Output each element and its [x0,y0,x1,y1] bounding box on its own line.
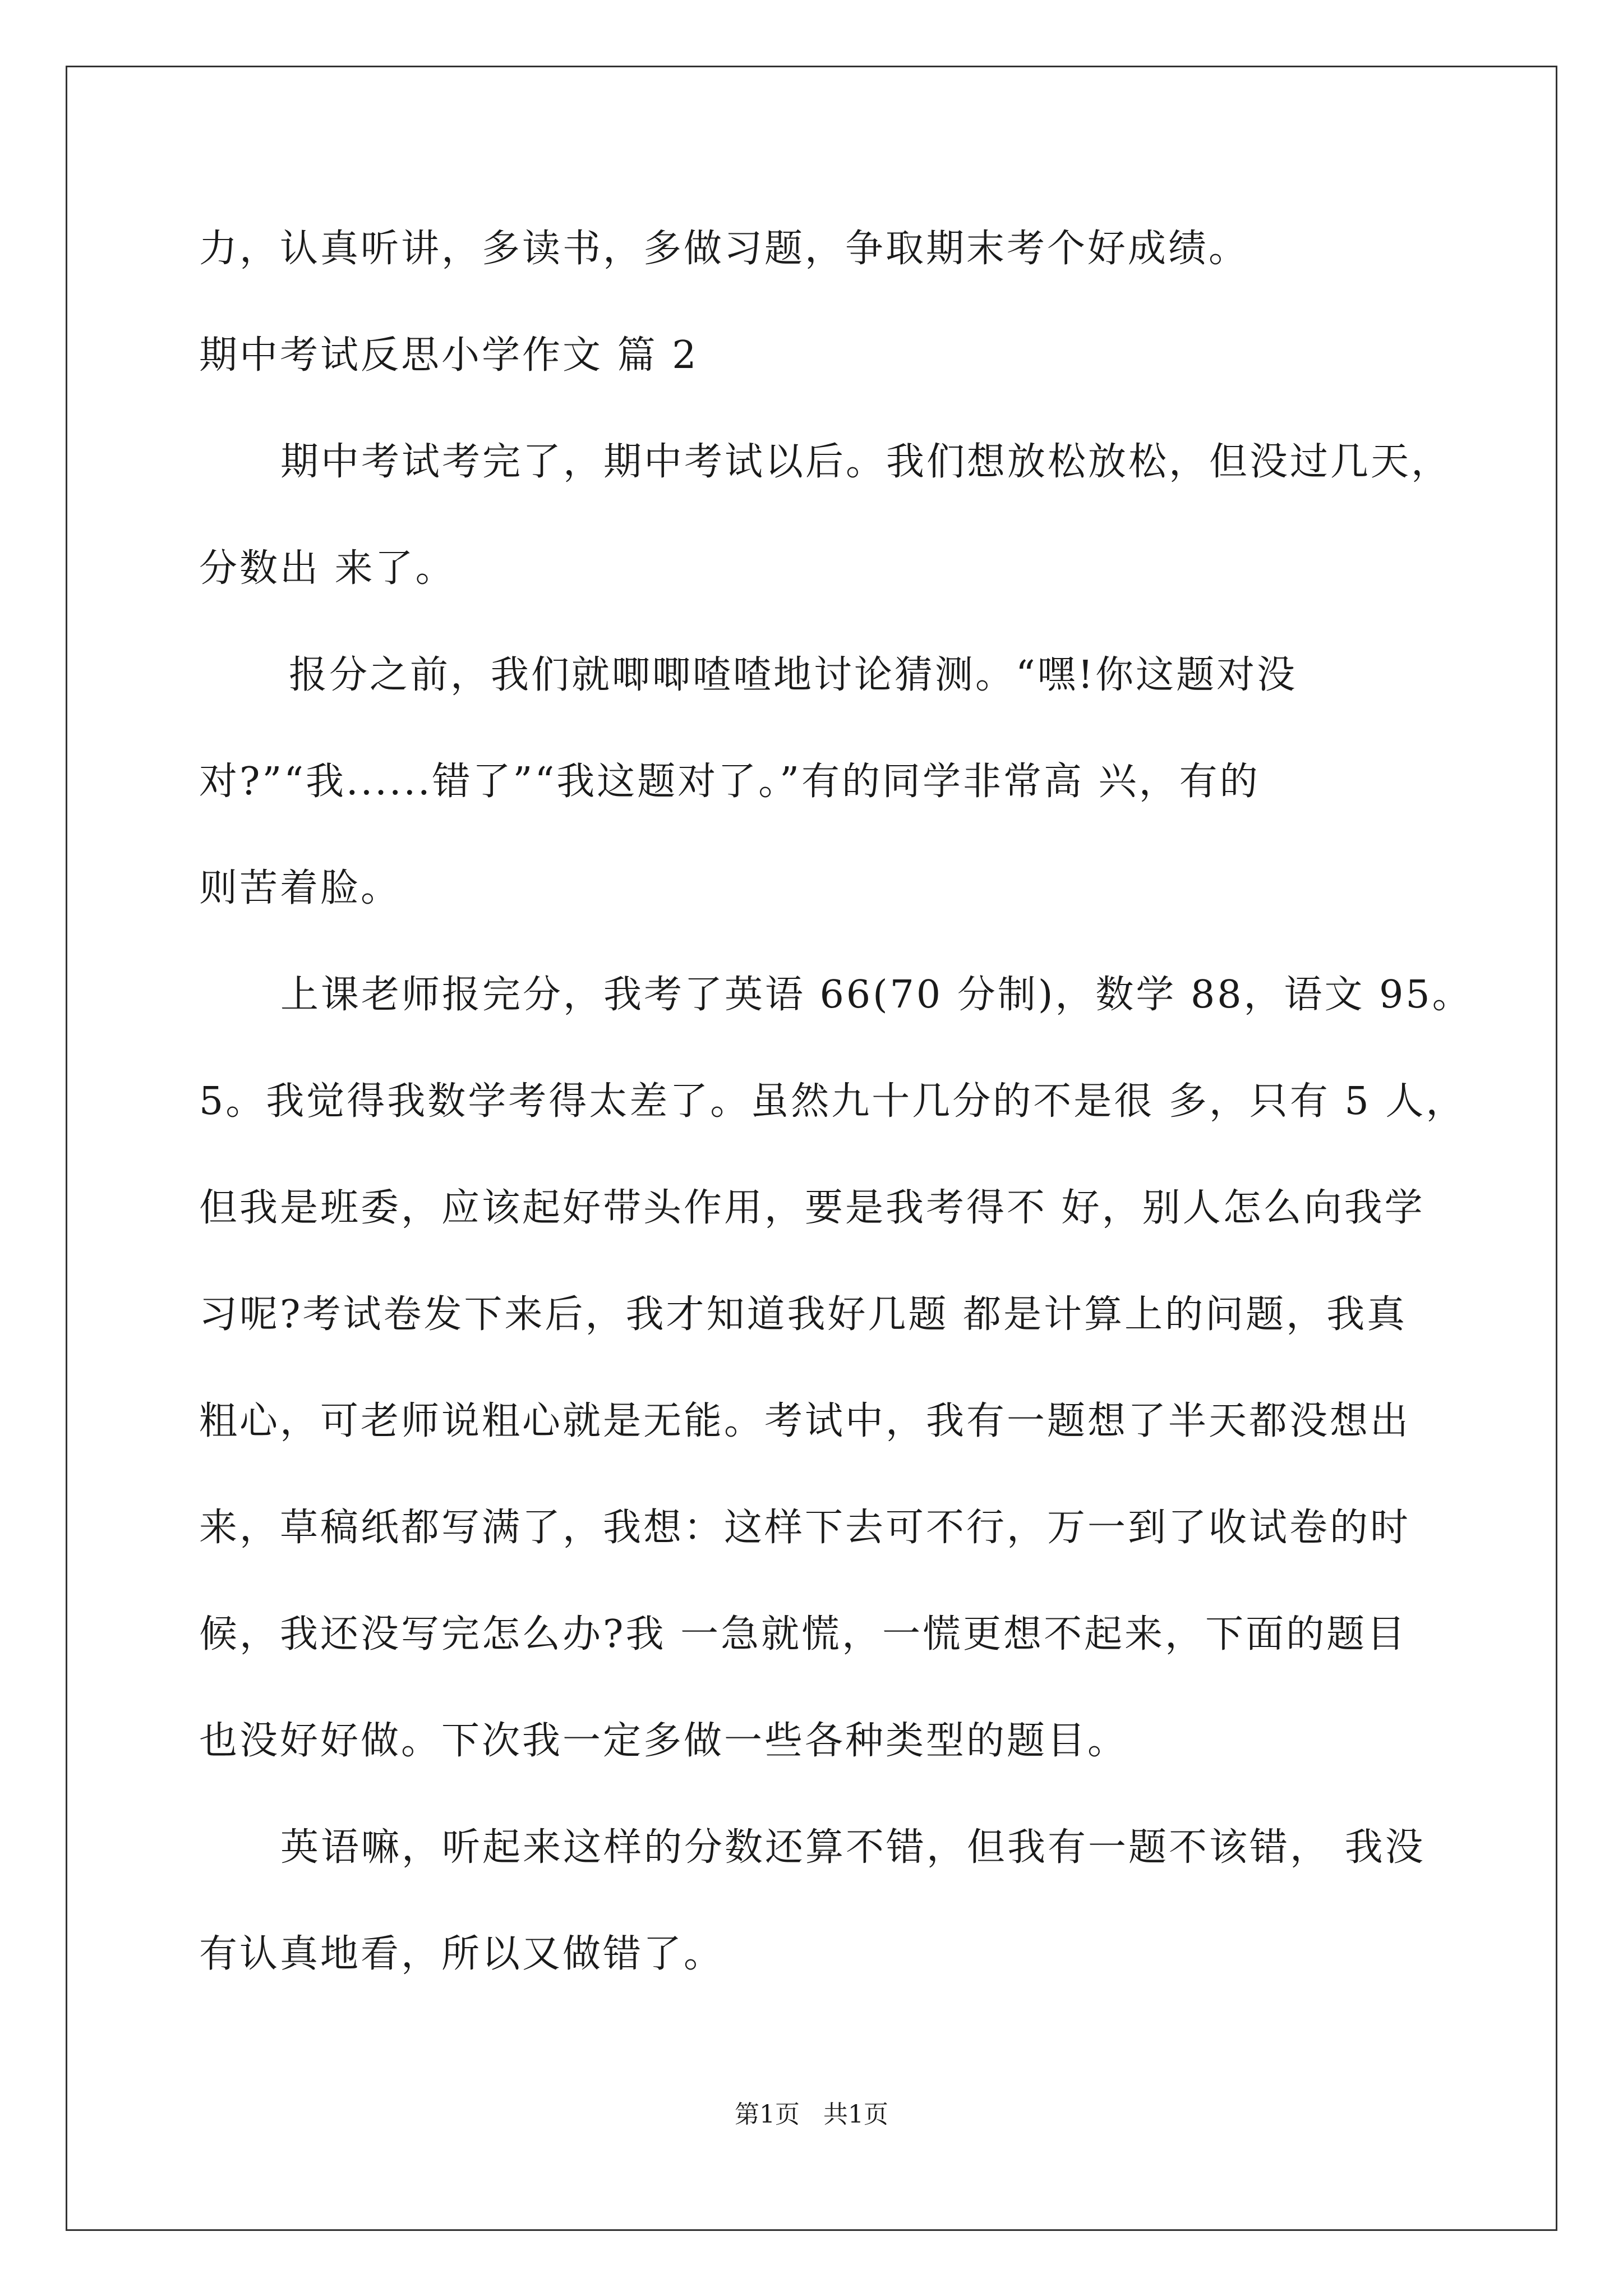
text-line-10: 但我是班委，应该起好带头作用，要是我考得不 好，别人怎么向我学 [199,1186,1425,1230]
text-line-6: 对?”“我......错了”“我这题对了。”有的同学非常高 兴，有的 [199,760,1260,804]
text-line-11: 习呢?考试卷发下来后，我才知道我好几题 都是计算上的问题，我真 [199,1292,1408,1337]
text-line-5: 报分之前，我们就唧唧喳喳地讨论猜测。“嘿!你这题对没 [289,653,1298,697]
page-frame [66,66,1557,2231]
text-line-7: 则苦着脸。 [199,866,402,910]
text-line-1: 力，认真听讲，多读书，多做习题，争取期末考个好成绩。 [199,227,1249,271]
section-heading: 期中考试反思小学作文 篇 2 [199,333,699,378]
text-line-9: 5。我觉得我数学考得太差了。虽然九十几分的不是很 多，只有 5 人， [199,1079,1467,1124]
text-line-12: 粗心，可老师说粗心就是无能。考试中，我有一题想了半天都没想出 [199,1399,1411,1443]
text-line-16: 英语嘛，听起来这样的分数还算不错，但我有一题不该错， 我没 [280,1825,1426,1870]
text-line-13: 来，草稿纸都写满了，我想：这样下去可不行，万一到了收试卷的时 [199,1506,1411,1550]
text-line-15: 也没好好做。下次我一定多做一些各种类型的题目。 [199,1719,1128,1763]
text-line-8: 上课老师报完分，我考了英语 66(70 分制)，数学 88，语文 95。 [280,973,1473,1017]
text-line-17: 有认真地看，所以又做错了。 [199,1932,725,1976]
text-line-4: 分数出 来了。 [199,546,456,591]
page-footer: 第1页 共1页 [735,2100,888,2129]
text-line-14: 候，我还没写完怎么办?我 一急就慌，一慌更想不起来，下面的题目 [199,1612,1408,1657]
text-line-3: 期中考试考完了，期中考试以后。我们想放松放松，但没过几天， [280,440,1452,484]
